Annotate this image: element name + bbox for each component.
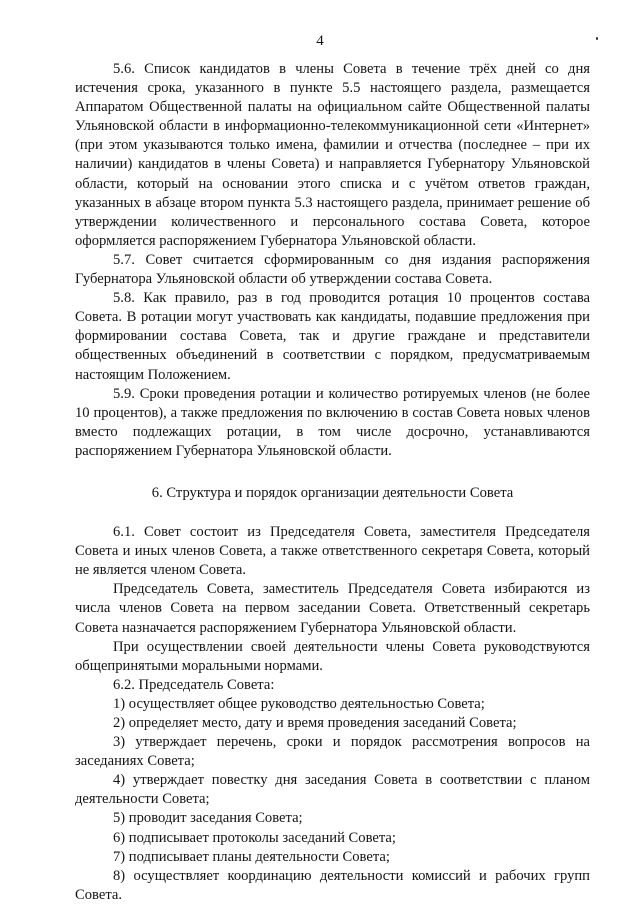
list-item-3: 3) утверждает перечень, сроки и порядок рассмотрения вопросов на заседаниях Совета; — [75, 734, 590, 770]
list-item-5: 5) проводит заседания Совета; — [113, 810, 303, 827]
list-item-8: 8) осуществляет координацию деятельности комиссий и рабочих групп Совета. — [75, 867, 590, 903]
list-item-4: 4) утверждает повестку дня заседания Совета в соответствии с планом деятельности Совета; — [75, 772, 590, 808]
page-number: 4 — [316, 33, 324, 49]
paragraph-6-1: 6.1. Совет состоит из Председателя Совета, заместителя Председателя Совета и иных членов Совета, а также ответственного секретаря Совета, который не является членом Совета. — [75, 524, 590, 579]
paragraph-5-8: 5.8. Как правило, раз в год проводится ротация 10 процентов состава Совета. В ротации могут участвовать как кандидаты, подавшие предложения при формировании состава Совета, так и другие граждане и представители общественных объединений в соответствии с порядком, предусматриваемым настоящим Положением. — [75, 290, 590, 383]
paragraph-5-6: 5.6. Список кандидатов в члены Совета в течение трёх дней со дня истечения срока, указанного в пункте 5.5 настоящего раздела, размещается Аппаратом Общественной палаты на официальном сайте Общественной палаты Ульяновской области в информационно-телекоммуникационной сети «Интернет» (при этом указываются только имена, фамилии и отчества (последнее – при их наличии) кандидатов в члены Совета) и направляется Губернатору Ульяновской области, который на основании этого списка и с учётом ответов граждан, указанных в абзаце втором пункта 5.3 настоящего раздела, принимает решение об утверждении количественного и персонального состава Совета, которое оформляется распоряжением Губернатора Ульяновской области. — [75, 61, 590, 249]
list-item-1: 1) осуществляет общее руководство деятельностью Совета; — [113, 695, 485, 712]
paragraph-5-9: 5.9. Сроки проведения ротации и количество ротируемых членов (не более 10 процентов), а также предложения по включению в состав Совета новых членов вместо подлежащих ротации, в том числе досрочно, устанавливаются распоряжением Губернатора Ульяновской области. — [75, 385, 590, 459]
section-heading: 6. Структура и порядок организации деятельности Совета — [151, 484, 514, 501]
scan-mark — [596, 37, 598, 40]
list-item-6: 6) подписывает протоколы заседаний Совета; — [113, 829, 396, 846]
document-body — [75, 60, 590, 905]
paragraph-5-7: 5.7. Совет считается сформированным со дня издания распоряжения Губернатора Ульяновской области об утверждении состава Совета. — [75, 251, 590, 288]
paragraph-6-1-moral-norms: При осуществлении своей деятельности члены Совета руководствуются общепринятыми моральными нормами. — [75, 638, 590, 674]
list-item-2: 2) определяет место, дату и время проведения заседаний Совета; — [113, 715, 517, 731]
list-item-7: 7) подписывает планы деятельности Совета; — [113, 848, 390, 865]
paragraph-6-1-chair-election: Председатель Совета, заместитель Председателя Совета избираются из числа членов Совета на первом заседании Совета. Ответственный секретарь Совета назначается распоряжением Губернатора Ульяновской области. — [75, 581, 590, 636]
paragraph-6-2: 6.2. Председатель Совета: — [113, 676, 275, 693]
